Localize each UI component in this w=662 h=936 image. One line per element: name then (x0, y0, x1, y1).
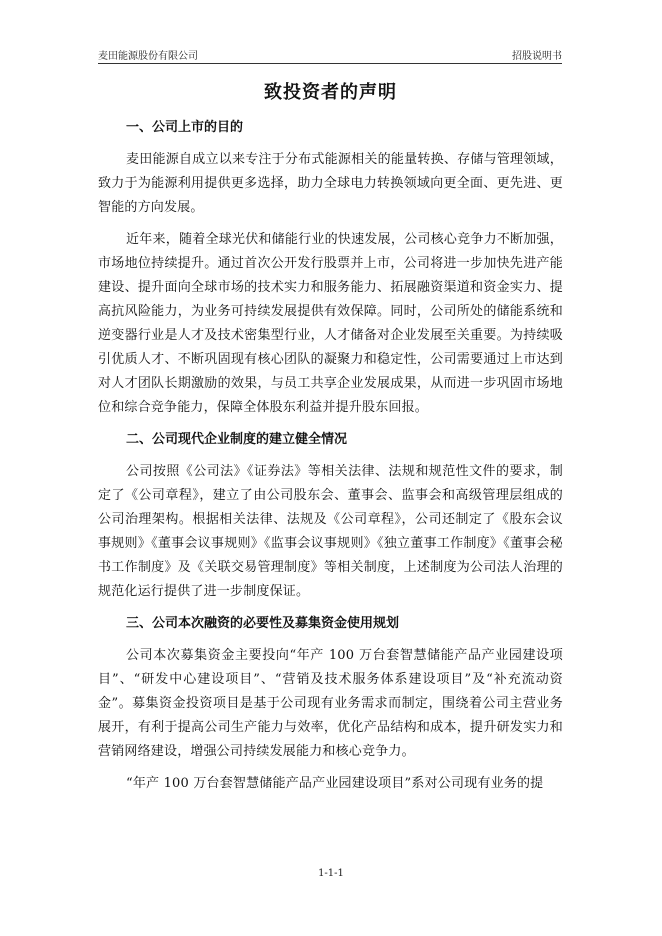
section-heading-3: 三、公司本次融资的必要性及募集资金使用规划 (126, 616, 400, 631)
section-heading-1: 一、公司上市的目的 (126, 120, 244, 135)
header-company-name: 麦田能源股份有限公司 (98, 51, 198, 62)
page-title: 致投资者的声明 (264, 82, 397, 103)
document-body (98, 80, 563, 796)
page-number: 1-1-1 (318, 868, 344, 879)
section-1-paragraph-1: 麦田能源自成立以来专注于分布式能源相关的能量转换、存储与管理领域，致力于为能源利用提供更多选择，助力全球电力转换领域向更全面、更先进、更智能的方向发展。 (98, 152, 563, 215)
section-3-paragraph-2: “年产 100 万台套智慧储能产品产业园建设项目”系对公司现有业务的提 (126, 776, 544, 791)
section-2-paragraph-1: 公司按照《公司法》《证券法》等相关法律、法规和规范性文件的要求，制定了《公司章程》，建立了由公司股东会、董事会、监事会和高级管理层组成的公司治理架构。根据相关法律、法规及《公司章程》，公司还制定了《股东会议事规则》《董事会议事规则》《监事会议事规则》《独立董事工作制度》《董事会秘书工作制度》及《关联交易管理制度》等相关制度，上述制度为公司法人治理的规范化运行提供了进一步制度保证。 (98, 464, 563, 599)
section-3-paragraph-1: 公司本次募集资金主要投向“年产 100 万台套智慧储能产品产业园建设项目”、“研发中心建设项目”、“营销及技术服务体系建设项目”及“补充流动资金”。募集资金投资项目是基于公司现有业务需求而制定，围绕着公司主营业务展开，有利于提高公司生产能力与效率，优化产品结构和成本，提升研发实力和营销网络建设，增强公司持续发展能力和核心竞争力。 (98, 648, 563, 759)
header-document-type: 招股说明书 (512, 51, 562, 62)
section-1-paragraph-2: 近年来，随着全球光伏和储能行业的快速发展，公司核心竞争力不断加强，市场地位持续提升。通过首次公开发行股票并上市，公司将进一步加快先进产能建设、提升面向全球市场的技术实力和服务能力、拓展融资渠道和资金实力、提高抗风险能力，为业务可持续发展提供有效保障。同时，公司所处的储能系统和逆变器行业是人才及技术密集型行业，人才储备对企业发展至关重要。为持续吸引优质人才、不断巩固现有核心团队的凝聚力和稳定性，公司需要通过上市达到对人才团队长期激励的效果，与员工共享企业发展成果，从而进一步巩固市场地位和综合竞争能力，保障全体股东利益并提升股东回报。 (98, 232, 563, 415)
section-heading-2: 二、公司现代企业制度的建立健全情况 (126, 432, 348, 447)
page-header (98, 47, 562, 64)
